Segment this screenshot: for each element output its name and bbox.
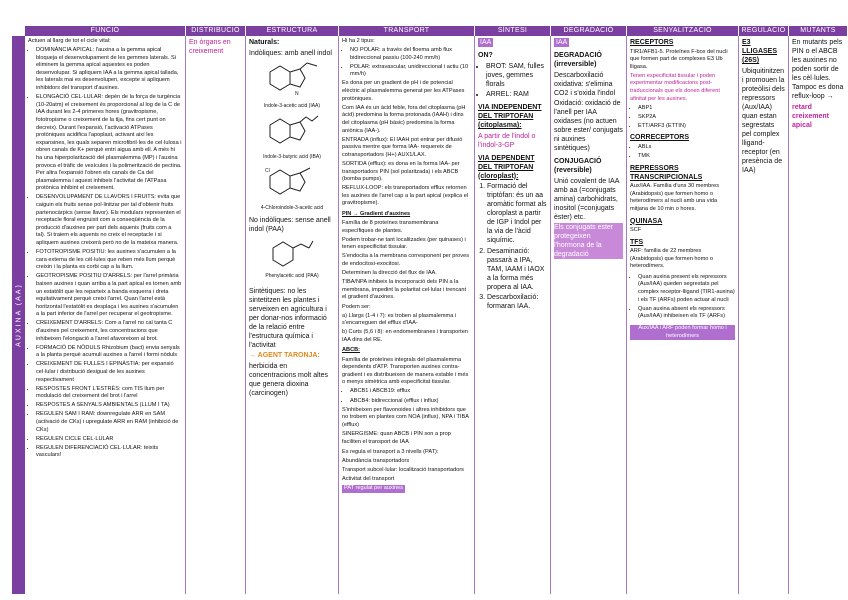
senyal-bullets — [630, 274, 735, 321]
sintesi-step: 2. Desaminació: passarà a IPA, TAM, IAAM i IAOX a la forma més propera al IAA. — [487, 247, 547, 292]
transport-line: Abundància transportadors — [342, 458, 410, 465]
pat-tag: PAT regulat per auxines — [344, 485, 404, 492]
header-mutants: MUTANTS — [789, 26, 848, 36]
transport-line: a) Llargs (1-4 i 7): es troben al plasmalemma i s'encarreguen del efflux d'IAA- — [342, 312, 457, 327]
tfs-text: ARF: família de 22 membres (Arabidopsis) que formen homo o heterodímers. — [630, 248, 714, 270]
transport-line: Família de 8 proteïnes transmembrana específiques de plantes. — [342, 220, 439, 234]
transport-line: Com IAA és un àcid feble, fora del citoplasma (pH àcid) predomina la forma protonada (IAAH) i dins del citoplasma (pH bàsic) predomina la forma aniònica (IAA-). — [342, 104, 466, 134]
header-distribucio: DISTRIBUCIÓ — [186, 26, 246, 36]
conjugacio-title: CONJUGACIÓ (reversible) — [554, 158, 602, 174]
transport-line: • POLAR: extravascular, unidireccional i actiu (10 mm/h) — [350, 64, 471, 79]
transport-line: S'inhibeixen per flavonoides i altres inhibidors que no trobem en plantes com NOA (influx), NPA i TIBA (efflux) — [342, 406, 469, 428]
mutants-text: En mutants pels PIN o el ABCB les auxines no poden sortir de les cèl·lules. Tampoc es dona reflux-loop → — [792, 39, 844, 100]
funcio-item: • DOMINÀNCIA APICAL: l'auxina a la gemma apical bloqueja el desenvolupament de les gemmes laterals. Si eliminem la gemma apical aquestes es poden desenvolupar. Si apliquem IAA a la gemma apical tallada, les laterals mai es desenvolupen, excepte si apliquem inhibidors del transport d'auxines. — [36, 47, 182, 93]
funcio-item: • RESPOSTES FRONT L'ESTRÈS: com TIS llum per modulació del creixement del brot i l'arrel — [36, 386, 182, 401]
study-sheet — [12, 26, 848, 594]
correceptor-item: • TMK — [638, 153, 735, 161]
transport-line: SORTIDA (efflux): es dona en la forma IAA- per transportadors PIN (sol polaritzada) i els ABCB (bomba pumps). — [342, 160, 460, 183]
senyal-bullet: • Quan auxina present els repressors (Aux/IAA) queden segrestats pel complex receptor-lligand (TIR1-auxina) i els TF (ARFs) poden actuar al nucli — [638, 274, 735, 304]
aux-arf-box: Aux/IAA i ARF poden formar homo i heterodímers — [630, 325, 735, 340]
header-regulacio: REGULACIÓ — [739, 26, 789, 36]
correceptor-item: • ABLs — [638, 144, 735, 152]
degradacio-b: Oxidació: oxidació de l'anell per IAA oxidases (no actuen sobre ester/ conjugats ni auxines sintètiques) — [554, 100, 623, 152]
header-senyalitzacio: SENYALITZACIÓ — [627, 26, 739, 36]
svg-text:Cl: Cl — [265, 167, 270, 174]
receptor-item: • ETT/ARF3 (ETTIN) — [638, 123, 735, 131]
transport-line: ABCB: — [342, 347, 361, 354]
column-sintesi — [475, 36, 551, 594]
transport-line: Es dona per un gradient de pH i de potencial elèctric al plasmalemma generat per les ATPases protòniques. — [342, 80, 465, 102]
agent-taronja-text: herbicida en concentracions molt altes que genera dioxina (carcinogen) — [249, 362, 328, 397]
column-transport — [339, 36, 475, 594]
via-independent-title: VIA INDEPENDENT DEL TRIPTOFAN (citoplasma): — [478, 104, 542, 129]
distribucio-text: En òrgans en creixement — [189, 39, 231, 55]
transport-types — [342, 47, 471, 79]
agent-taronja-label: → AGENT TARONJA: — [249, 352, 320, 359]
transport-line: Hi ha 2 tipus: — [342, 38, 375, 44]
abcb-list — [342, 388, 471, 405]
sintesi-on: ON? — [478, 52, 493, 59]
correceptors-list — [630, 144, 735, 161]
column-regulacio — [739, 36, 789, 594]
sintetiques-text: Sintètiques: no les sintetitzen les plantes i serveixen en agricultura i per donar-nos informació de la relació entre l'estructura química i l'activitat — [249, 287, 327, 349]
chem-iaa-label: Indole-3-acetic acid (IAA) — [263, 102, 321, 109]
transport-line: S'endocita a la membrana corresponent per proves de endocitosi-exocitosi. — [342, 253, 469, 268]
funcio-item: • CREIXEMENT DE FULLES I EPINÀSTIA: per expansió cel·lular i distribució desigual de les auxines respectivament — [36, 361, 182, 384]
chem-4cl-label: 4-Chloroindole-3-acetic acid — [260, 204, 324, 211]
iaa-tag: IAA — [556, 39, 568, 46]
transport-line: Es regula el transport a 3 nivells (PAT): — [342, 449, 439, 456]
sintesi-step: 1. Formació del triptòfan: és un aa aromàtic format als cloroplast a partir de IGP i Indol per la via de l'àcid siquímic. — [487, 182, 547, 245]
iba-structure-icon — [262, 113, 322, 151]
iaa-structure-icon — [262, 60, 322, 100]
senyal-bullet: • Quan auxina absent els repressors (Aux/IAA) inhibeixen els TF (ARFs) — [638, 306, 735, 321]
sintesi-on-list — [478, 62, 547, 100]
funcio-item: • REGULEN CICLE CEL·LULAR — [36, 436, 182, 444]
receptors-list — [630, 105, 735, 131]
chem-iba-label: Indole-3-butyric acid (IBA) — [263, 153, 321, 160]
mutants-highlight: retard creixement apical — [792, 103, 829, 129]
conjugacio-text: Unió covalent de IAA amb aa (=conjugats amina) carbohidrats, inositol (=conjugats èster) etc. — [554, 177, 619, 221]
transport-line: b) Curts (5,6 i 8): en endomembranes i transporten IAA dins del RE. — [342, 329, 468, 343]
sintesi-brot: • BROT: SAM, fulles joves, gemmes florals — [486, 62, 547, 89]
receptors-intro: TIR1/AFB1-5. Proteïnes F-box del nucli que formen part de complexes E3 Ub lligasa. — [630, 48, 728, 70]
header-transport: TRANSPORT — [339, 26, 475, 36]
sintesi-arrel: • ARREL: RAM — [486, 90, 547, 99]
header-sintesi: SÍNTESI — [475, 26, 551, 36]
paa-structure-icon — [267, 236, 317, 270]
funcio-item: • GEOTROPISME POSITIU D'ARRELS: per l'arrel primària baixen auxines i quan arriba a la part apical es tornen amb un estatòlit que les reparteix a banda esquerra i dreta equitativament perquè creixi l'arrel. Quan l'arrel està horitzontal l'estatòlit es desplaça i les auxines s'acumulen a la part inferior de l'arrel per recuperar el geotropisme. — [36, 273, 182, 319]
sintesi-step: 3. Descarboxilació: formaran IAA. — [487, 293, 547, 311]
repressors-text: Aux/IAA. Família d'uns 30 membres (Arabidopsis) que formen homo o heterodímers al nucli amb una vida mitjana de 10 min o hores. — [630, 183, 720, 212]
header-funcio: FUNCIÓ — [25, 26, 186, 36]
column-senyalitzacio — [627, 36, 739, 594]
transport-line: REFLUX-LOOP: els transportadors efflux retornen les auxines de l'arrel cap a la part apical (explica el gravitropisme). — [342, 185, 469, 207]
chem-paa-label: Phenylacetic acid (PAA) — [265, 272, 319, 279]
column-estructura — [246, 36, 339, 594]
column-distribucio — [186, 36, 246, 594]
funcio-intro: Actuen al llarg de tot el cicle vital: — [28, 38, 111, 44]
regulacio-title: E3 LLIGASES (26S) — [742, 39, 778, 64]
indolics-text: Indòliques: amb anell indol — [249, 49, 332, 57]
receptor-item: • SKP2A — [638, 114, 735, 122]
side-label: AUXINA (AA) — [12, 36, 25, 594]
transport-line: SINERGISME: quan ABCB i PIN son a prop faciliten el transport de IAA — [342, 430, 451, 445]
naturals-title: Naturals: — [249, 39, 280, 46]
funcio-item: • CREIXEMENT D'ARRELS: Com a l'arrel no cal tanta C d'auxines pel creixement, les concentracions que inhibeixen l'elongació a l'arrel afavoreixen al brot. — [36, 320, 182, 343]
via-dependent-title: VIA DEPENDENT DEL TRIPTOFAN (cloroplast): — [478, 154, 535, 180]
transport-line: PIN → Gradient d'auxines — [342, 210, 411, 217]
funcio-item: • REGULEN DIFERENCIACIÓ CEL·LULAR: teixits vasculars! — [36, 445, 182, 460]
transport-line: • ABCB1 i ABCB19: efflux — [350, 388, 471, 396]
receptors-title: RECEPTORS — [630, 39, 674, 46]
funcio-item: • ELONGACIÓ CEL·LULAR: depèn de la força de turgència (10-20atm) el creixement és proporcional al log de la C de IAA durant les 2-4 primeres hores (gravitropisme, fototropisme o creixement de la tija, fins cert punt on decreix). Durant l'expansió, l'activació ATPases protòniques acidifica l'apoplast, activant així les expansines, les quals separen microfibril·les de cel·lulosa i obren canals de K+ perquè entri aigua amb ell. A més hi ha una hiperpolarització del plasmalemma (MP) i l'auxina provoca el tràfic de vesícules i la polimerització de pectina. Per altra l'expansió l'obren els canals de Ca del plasmalemma i aquest inhibeix l'activitat de l'ATPasa protònica inhibint el creixement. — [36, 94, 182, 193]
header-degradacio: DEGRADACIÓ — [551, 26, 627, 36]
iaa-tag: IAA — [480, 39, 492, 46]
transport-line: • ABCB4: bidireccional (efflux i influx) — [350, 398, 471, 406]
repressors-title: REPRESSORS TRANSCRIPCIONALS — [630, 164, 703, 181]
quinasa-title: QUINASA — [630, 217, 663, 225]
transport-line: Determinen la direcció del flux de IAA. — [342, 270, 437, 277]
funcio-item: • DESENVOLUPAMENT DE LLAVORS I FRUITS: evita que caiguin els fruits sense pol·linitzar per tal d'obtenir fruits partenocàrpics (sense llavor). Els modulars representen el receptacle floral engruixit com a conseqüència de la producció d'auxines per part dels aquenis (fruits com a tal). Si traiem els aquenis no creix el receptacle i si apliquem auxines creixerà però no de la mateixa manera. — [36, 194, 182, 247]
funcio-item: • FORMACIÓ DE NÒDULS Rhizobium (bact) envia senyals a la planta perquè acumuli auxines a l'arrel i formi nòduls — [36, 345, 182, 360]
column-mutants — [789, 36, 848, 594]
degradacio-a: Descarboxilació oxidativa: s'elimina CO2 i s'oxida l'indol — [554, 71, 616, 97]
transport-line: Transport subcel·lular: localització transportadors — [342, 467, 464, 474]
via-dependent-steps — [478, 182, 547, 311]
conjugacio-highlight: Els conjugats ester protegeixen l'hormona de la degradació — [554, 223, 623, 259]
header-estructura: ESTRUCTURA — [246, 26, 339, 36]
tfs-title: TFS — [630, 238, 644, 246]
funcio-item: • FOTOTROPISME POSITIU: les auxines s'acumulen a la cara externa de les cèl·lules que reben més llum perquè creixin i la planta es corbi cap a la llum. — [36, 249, 182, 272]
correceptors-title: CORRECEPTORS — [630, 134, 689, 142]
transport-line: Activitat del transport — [342, 476, 395, 483]
regulacio-text: Ubiquitinitzen i promouen la proteòlisi dels repressors (Aux/IAA) quan estan segrestats pel complex lligand-receptor (en presència de IAA) — [742, 67, 785, 174]
via-independent-text: A partir de l'indol o l'indol-3-GP — [478, 132, 536, 149]
funcio-item: • RESPOSTES A SENYALS AMBIENTALS (LLUM I TA) — [36, 402, 182, 410]
funcio-item: • REGULEN SAM I RAM: downregulate ARR en SAM (activació de CKs) i upregulate ARR en RAM (inhibició de CKs) — [36, 411, 182, 434]
transport-line: Podem ser: — [342, 303, 371, 310]
column-funcio — [25, 36, 186, 594]
receptors-text: Tenen especificitat tissular i poden experimentar modificacions post-traduccionals que els donen diferent afinitat per les auxines. — [630, 72, 720, 102]
transport-line: TIBA/NPA inhibeix la incorporació dels PIN a la membrana, impedint la polaritat cel·lular i trencant el gradient d'auxines. — [342, 279, 467, 301]
receptor-item: • ABP1 — [638, 105, 735, 113]
transport-line: • NO POLAR: a través del floema amb flux bidireccional passiu (100-240 mm/h) — [350, 47, 471, 62]
degradacio-title: DEGRADACIÓ (irreversible) — [554, 52, 602, 68]
quinasa-text: SCF — [630, 227, 642, 233]
transport-line: Família de proteïnes integrals del plasmalemma dependents d'ATP. Transporten auxines contra-gradient i es distribueixen de manera estable i més o menys simètrica amb especificitat tissular. — [342, 356, 469, 386]
transport-line: Podem trobar-ne tant localitzades (per quinases) i tenen especificitat tissular. — [342, 236, 466, 251]
no-indolics-text: No indòliques: sense anell indol (PAA) — [249, 216, 331, 233]
column-degradacio — [551, 36, 627, 594]
chloro-iaa-structure-icon — [262, 164, 322, 202]
transport-line: ENTRADA (influx): El IAAH pot entrar per difusió passiva mentre que forma IAA- requereix de cotransportadors (H+) AUX1/LAX. — [342, 136, 463, 158]
svg-text:N: N — [295, 90, 299, 97]
funcio-list — [28, 47, 182, 460]
